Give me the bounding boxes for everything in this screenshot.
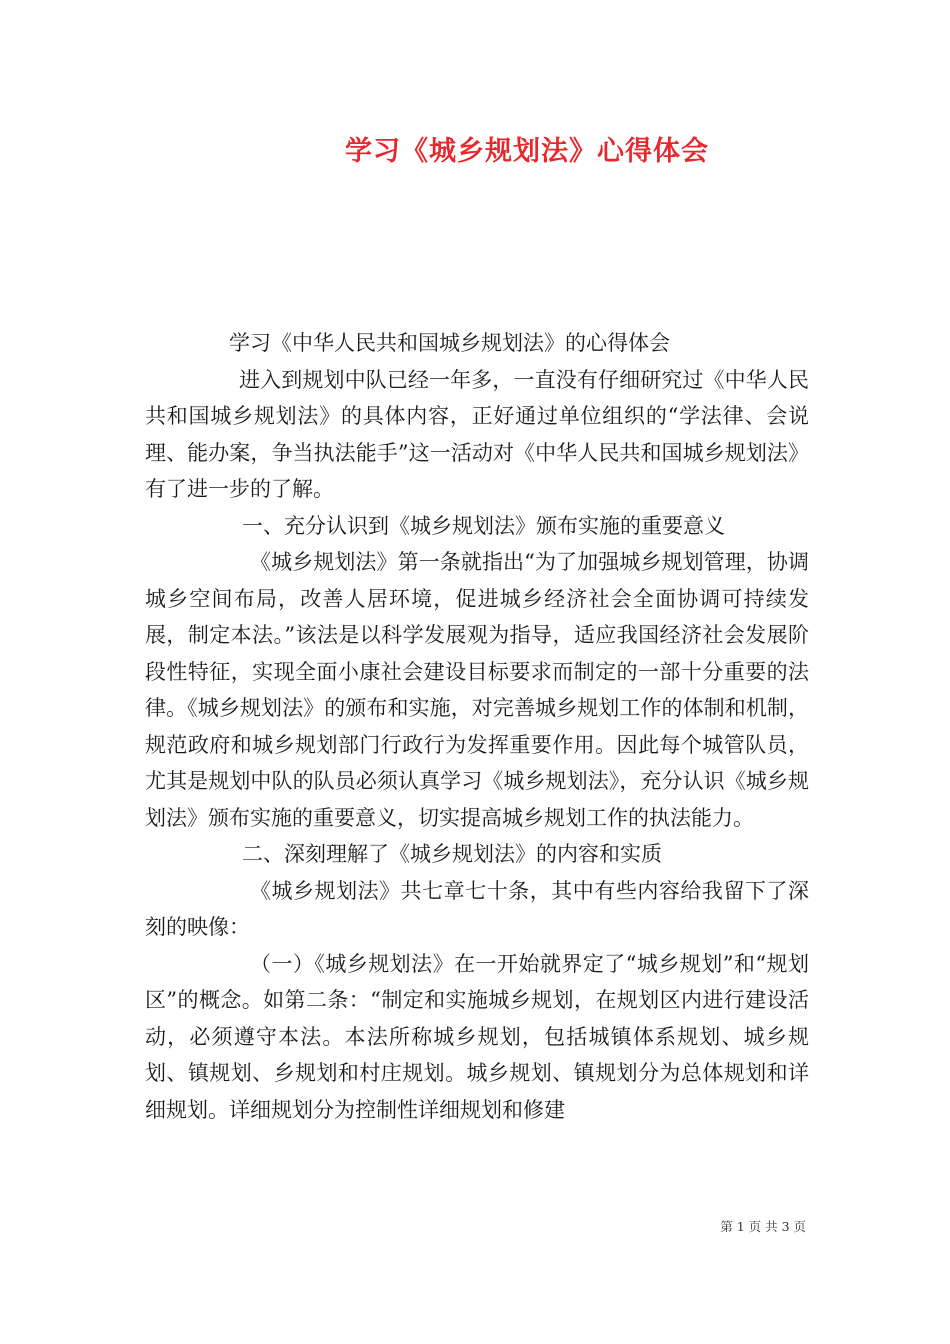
section-heading-1: 一、充分认识到《城乡规划法》颁布实施的重要意义	[242, 513, 725, 538]
paragraph-intro: 进入到规划中队已经一年多，一直没有仔细研究过《中华人民共和国城乡规划法》的具体内容，正好通过单位组织的“学法律、会说理、能办案，争当执法能手”这一活动对《中华人民共和国城乡规划法》有了进一步的了解。	[145, 367, 809, 501]
paragraph-section-2: 《城乡规划法》共七章七十条，其中有些内容给我留下了深刻的映像：	[145, 878, 809, 939]
paragraph-item-1: （一）《城乡规划法》在一开始就界定了“城乡规划”和“规划区”的概念。如第二条：“制定和实施城乡规划，在规划区内进行建设活动，必须遵守本法。本法所称城乡规划，包括城镇体系规划、城乡规划、镇规划、乡规划和村庄规划。城乡规划、镇规划分为总体规划和详细规划。详细规划分为控制性详细规划和修建	[145, 951, 809, 1122]
document-title: 学习《城乡规划法》心得体会	[345, 136, 709, 167]
page-footer: 第 1 页 共 3 页	[720, 1219, 806, 1234]
section-heading-2: 二、深刻理解了《城乡规划法》的内容和实质	[242, 842, 662, 866]
document-subtitle: 学习《中华人民共和国城乡规划法》的心得体会	[229, 331, 670, 355]
paragraph-section-1: 《城乡规划法》第一条就指出“为了加强城乡规划管理，协调城乡空间布局，改善人居环境，促进城乡经济社会全面协调可持续发展，制定本法。”该法是以科学发展观为指导，适应我国经济社会发展阶段性特征，实现全面小康社会建设目标要求而制定的一部十分重要的法律。《城乡规划法》的颁布和实施，对完善城乡规划工作的体制和机制，规范政府和城乡规划部门行政行为发挥重要作用。因此每个城管队员，尤其是规划中队的队员必须认真学习《城乡规划法》，充分认识《城乡规划法》颁布实施的重要意义，切实提高城乡规划工作的执法能力。	[145, 550, 809, 830]
document-body	[145, 325, 809, 1128]
